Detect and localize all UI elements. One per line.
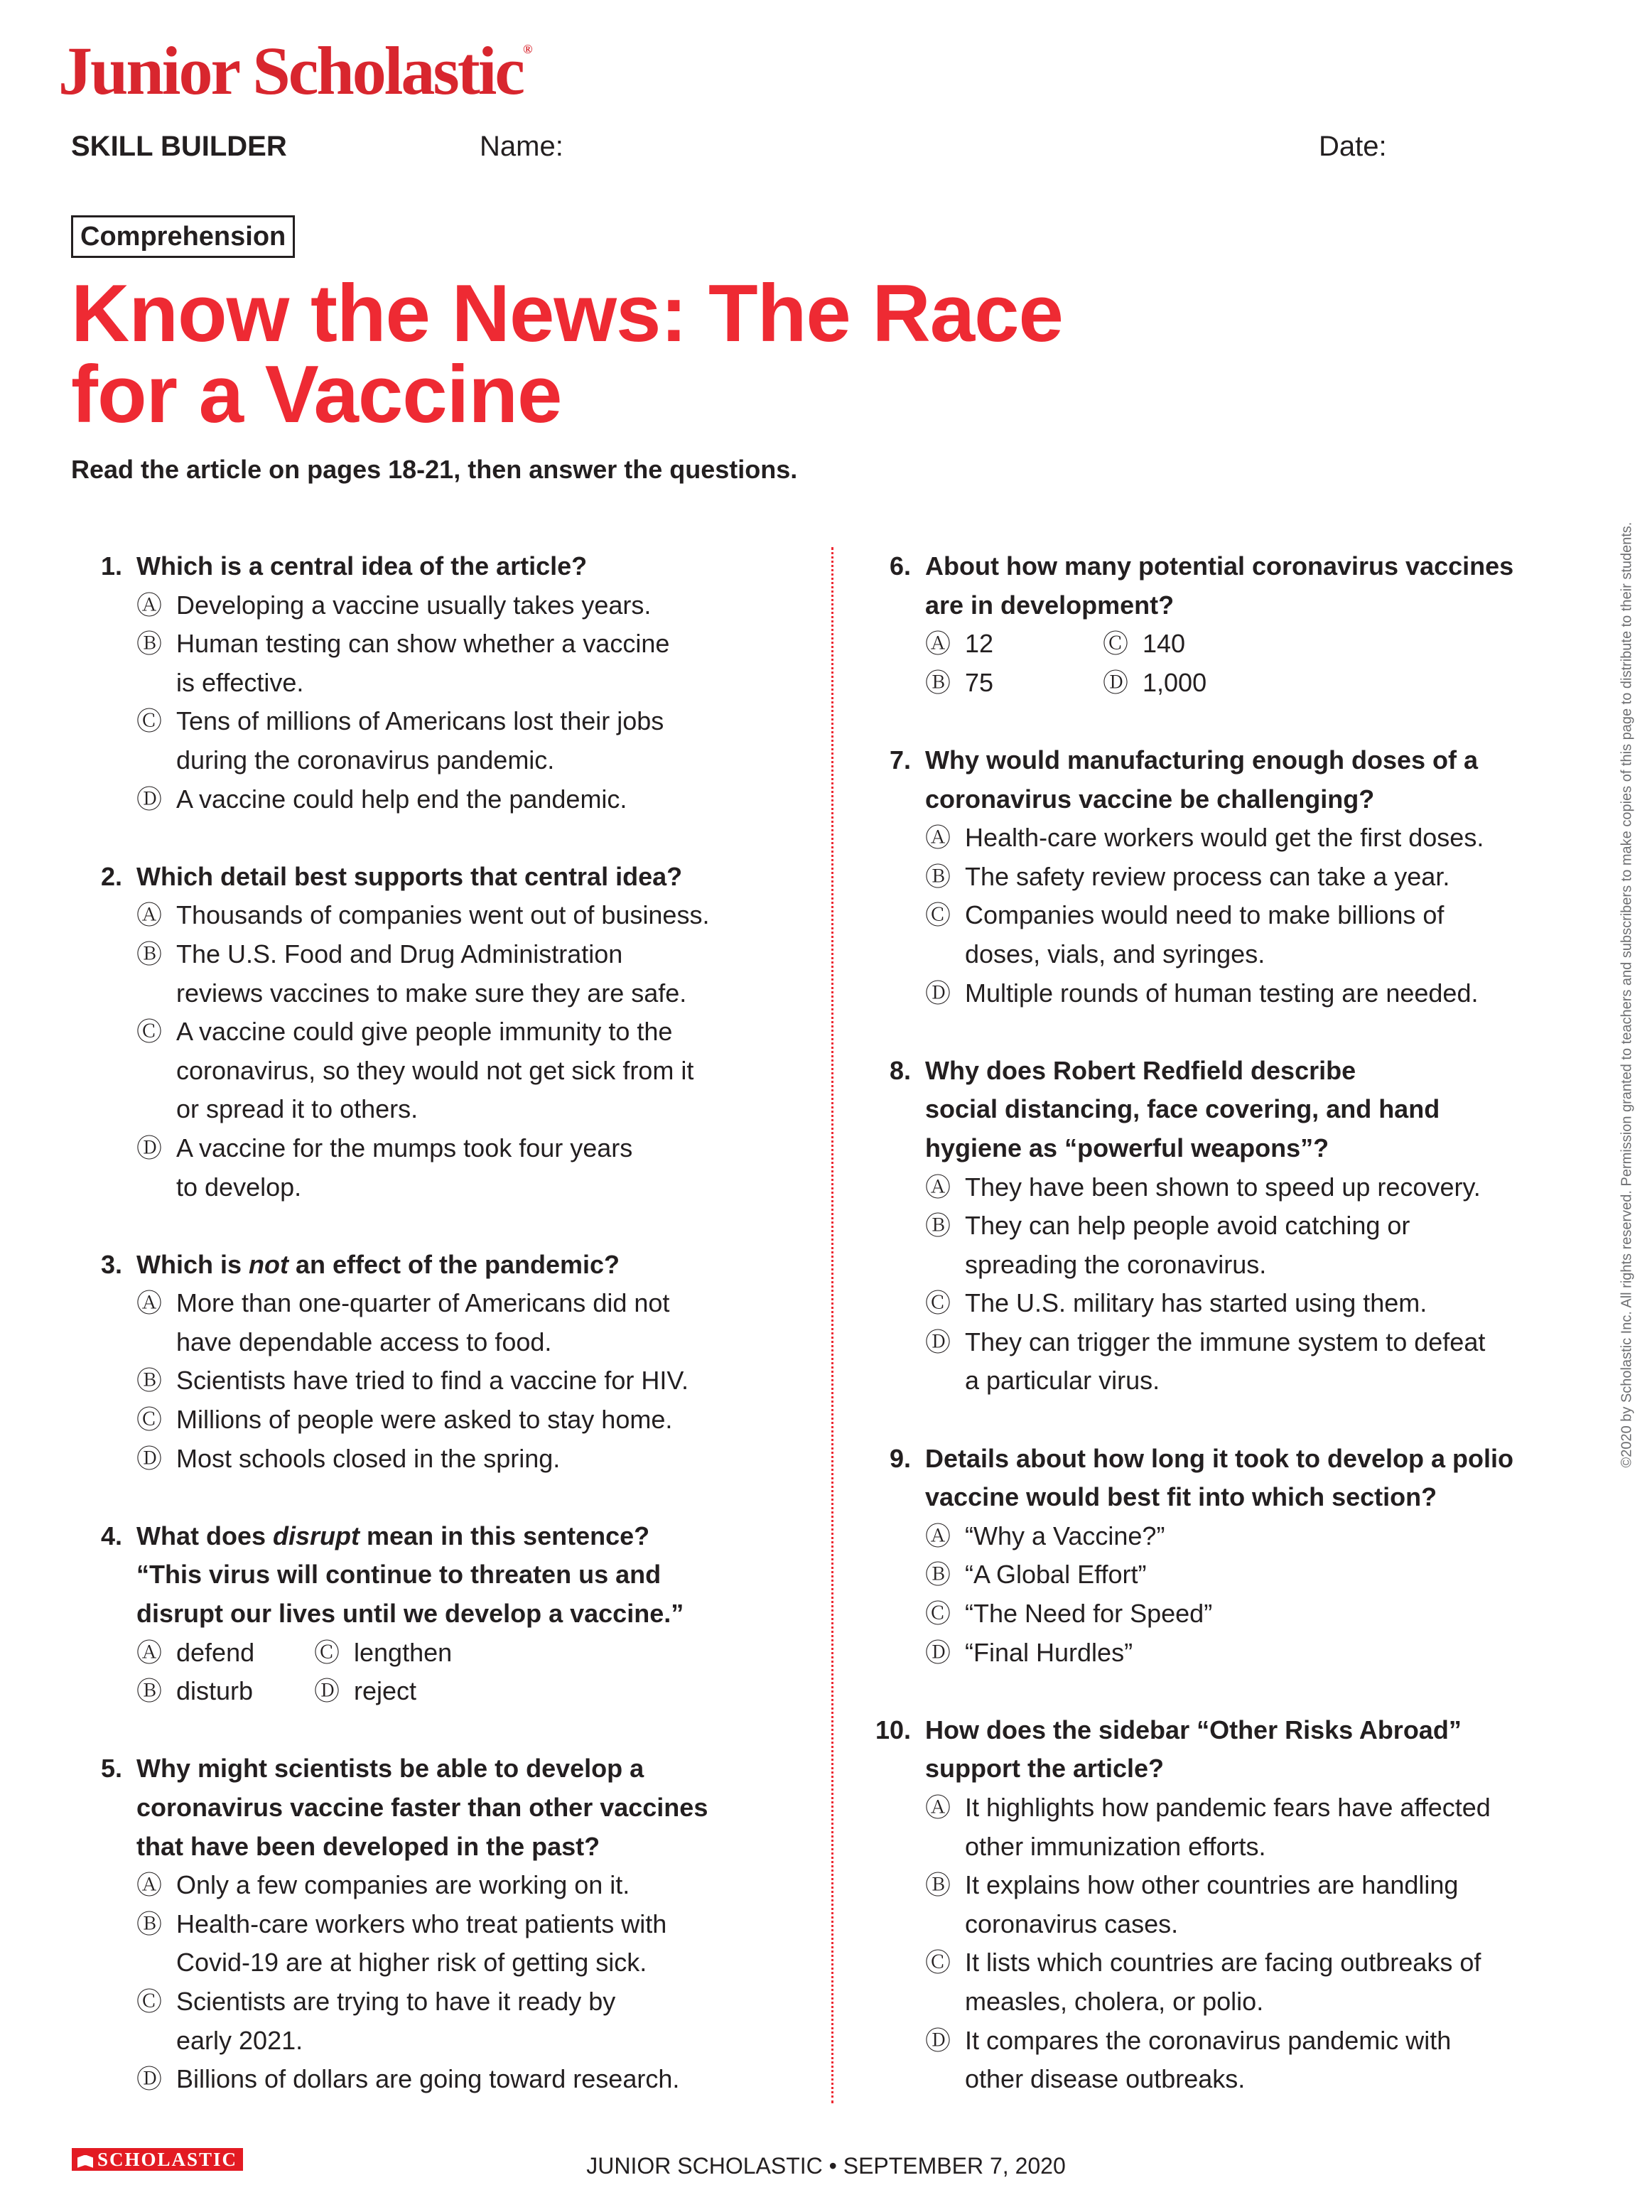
masthead-logo <box>58 33 531 109</box>
question-8 <box>854 1052 1593 1401</box>
question-number: 3. <box>100 1249 122 1279</box>
option-text: A vaccine could give people immunity to the coronavirus, so they would not get sick from it or spread it to others. <box>176 1017 694 1124</box>
option-letter-a: Ⓐ <box>136 900 163 930</box>
option-d[interactable] <box>65 2060 819 2099</box>
option-text: Human testing can show whether a vaccine is effective. <box>176 629 670 697</box>
option-letter-b: Ⓑ <box>925 667 951 697</box>
option-letter-b: Ⓑ <box>925 1560 951 1590</box>
option-letter-d: Ⓓ <box>925 1637 951 1667</box>
option-text: Thousands of companies went out of business. <box>176 900 710 930</box>
option-text: The U.S. Food and Drug Administration reviews vaccines to make sure they are safe. <box>176 939 687 1008</box>
option-grid <box>854 625 1593 702</box>
question-emphasis: disrupt <box>273 1521 360 1550</box>
option-letter-c: Ⓒ <box>1103 629 1129 659</box>
option-letter-c: Ⓒ <box>136 706 163 736</box>
option-text: Scientists have tried to find a vaccine for HIV. <box>176 1366 689 1396</box>
question-stem <box>854 1052 1593 1168</box>
option-c[interactable] <box>65 1013 819 1129</box>
question-text: Why might scientists be able to develop a coronavirus vaccine faster than other vaccines that have been developed in the past? <box>136 1754 708 1861</box>
option-a[interactable] <box>65 1866 819 1905</box>
date-label: Date: <box>1319 131 1387 162</box>
option-c[interactable] <box>854 1284 1593 1323</box>
option-d[interactable] <box>65 1129 819 1207</box>
option-text: A vaccine for the mumps took four years to develop. <box>176 1133 633 1202</box>
question-stem <box>854 1711 1593 1789</box>
option-text: The U.S. military has started using them. <box>965 1288 1427 1318</box>
option-d[interactable] <box>854 1634 1593 1673</box>
question-stem <box>854 547 1593 625</box>
question-text: Why does Robert Redfield describe social distancing, face covering, and hand hygiene as “powerful weapons”? <box>925 1055 1440 1162</box>
question-stem <box>65 1517 819 1634</box>
option-b[interactable] <box>854 858 1593 897</box>
option-text: “The Need for Speed” <box>965 1599 1213 1629</box>
option-letter-c: Ⓒ <box>925 1948 951 1978</box>
option-c[interactable] <box>65 1401 819 1440</box>
column-divider <box>831 547 833 2103</box>
option-b[interactable] <box>65 935 819 1013</box>
question-stem <box>65 858 819 897</box>
logo-text: SCHOLASTIC <box>97 2149 238 2170</box>
option-b[interactable] <box>854 1555 1593 1595</box>
option-letter-a: Ⓐ <box>925 1793 951 1822</box>
name-label: Name: <box>480 131 563 162</box>
option-letter-a: Ⓐ <box>136 1637 163 1667</box>
option-c[interactable] <box>854 1943 1593 2021</box>
question-quote: “This virus will continue to threaten us and disrupt our lives until we develop a vaccine.” <box>136 1560 684 1629</box>
question-number: 9. <box>889 1443 911 1473</box>
masthead-text: Junior Scholastic <box>58 33 523 109</box>
right-column <box>854 547 1593 2137</box>
option-letter-d: Ⓓ <box>925 2025 951 2055</box>
footer-issue-line: JUNIOR SCHOLASTIC • SEPTEMBER 7, 2020 <box>586 2153 1066 2179</box>
instructions: Read the article on pages 18-21, then answer the questions. <box>71 455 798 484</box>
option-text: Billions of dollars are going toward research. <box>176 2064 680 2094</box>
option-text: 1,000 <box>1143 667 1207 697</box>
question-5 <box>65 1749 819 2098</box>
option-letter-a: Ⓐ <box>136 590 163 620</box>
question-text: What does <box>136 1521 274 1550</box>
question-text: Details about how long it took to develop a polio vaccine would best fit into which section? <box>925 1443 1513 1512</box>
option-text: 12 <box>965 629 994 659</box>
option-letter-a: Ⓐ <box>925 823 951 853</box>
option-letter-d: Ⓓ <box>925 1327 951 1356</box>
option-letter-c: Ⓒ <box>925 1599 951 1629</box>
option-text: lengthen <box>354 1637 453 1667</box>
question-number: 4. <box>100 1521 122 1550</box>
question-6 <box>854 547 1593 702</box>
option-letter-b: Ⓑ <box>925 861 951 891</box>
question-stem <box>65 547 819 586</box>
option-d[interactable] <box>314 1672 819 1711</box>
option-text: “A Global Effort” <box>965 1560 1147 1590</box>
option-a[interactable] <box>65 896 819 935</box>
option-c[interactable] <box>854 896 1593 973</box>
option-a[interactable] <box>65 1634 314 1673</box>
question-stem <box>854 741 1593 819</box>
option-text: It highlights how pandemic fears have affected other immunization efforts. <box>965 1793 1491 1861</box>
option-text: Only a few companies are working on it. <box>176 1870 630 1900</box>
option-b[interactable] <box>65 625 819 702</box>
option-a[interactable] <box>854 819 1593 858</box>
option-letter-d: Ⓓ <box>136 1443 163 1473</box>
option-text: It explains how other countries are handling coronavirus cases. <box>965 1870 1459 1938</box>
option-letter-d: Ⓓ <box>925 978 951 1008</box>
option-c[interactable] <box>314 1634 819 1673</box>
option-text: Multiple rounds of human testing are needed. <box>965 978 1479 1008</box>
option-text: They have been shown to speed up recovery. <box>965 1172 1481 1202</box>
option-a[interactable] <box>854 1789 1593 1866</box>
question-number: 6. <box>889 551 911 581</box>
question-4 <box>65 1517 819 1711</box>
option-b[interactable] <box>854 1866 1593 1943</box>
option-b[interactable] <box>65 1905 819 1982</box>
option-text: A vaccine could help end the pandemic. <box>176 784 627 814</box>
option-grid <box>65 1634 819 1711</box>
question-3 <box>65 1246 819 1479</box>
option-letter-a: Ⓐ <box>136 1288 163 1318</box>
option-letter-a: Ⓐ <box>136 1870 163 1900</box>
option-d[interactable] <box>854 2022 1593 2099</box>
option-letter-c: Ⓒ <box>136 1986 163 2016</box>
option-text: “Final Hurdles” <box>965 1637 1133 1667</box>
option-text: Developing a vaccine usually takes years. <box>176 590 652 620</box>
option-text: Tens of millions of Americans lost their jobs during the coronavirus pandemic. <box>176 706 664 775</box>
option-text: The safety review process can take a year. <box>965 861 1450 891</box>
option-text: 140 <box>1143 629 1186 659</box>
option-a[interactable] <box>65 1284 819 1361</box>
option-text: It compares the coronavirus pandemic with other disease outbreaks. <box>965 2025 1452 2094</box>
page-title <box>71 269 1279 440</box>
question-number: 5. <box>100 1754 122 1784</box>
question-number: 2. <box>100 861 122 891</box>
question-stem <box>65 1246 819 1285</box>
option-text: 75 <box>965 667 994 697</box>
option-letter-b: Ⓑ <box>136 939 163 969</box>
question-text: How does the sidebar “Other Risks Abroad” support the article? <box>925 1715 1462 1784</box>
left-column <box>65 547 819 2137</box>
option-text: Scientists are trying to have it ready by early 2021. <box>176 1986 616 2055</box>
option-b[interactable] <box>65 1361 819 1401</box>
option-text: Millions of people were asked to stay home. <box>176 1405 673 1435</box>
option-letter-d: Ⓓ <box>136 2064 163 2094</box>
question-text: mean in this sentence? <box>360 1521 650 1550</box>
option-letter-b: Ⓑ <box>136 1676 163 1706</box>
option-text: Companies would need to make billions of doses, vials, and syringes. <box>965 900 1445 969</box>
question-text: Why would manufacturing enough doses of a coronavirus vaccine be challenging? <box>925 745 1479 814</box>
registered-mark: ® <box>523 42 531 56</box>
option-letter-b: Ⓑ <box>136 629 163 659</box>
option-text: They can trigger the immune system to defeat a particular virus. <box>965 1327 1486 1396</box>
option-b[interactable] <box>65 1672 314 1711</box>
title-line-1: Know the News: The Race <box>71 269 1063 359</box>
option-a[interactable] <box>854 1168 1593 1207</box>
option-c[interactable] <box>65 1982 819 2060</box>
option-text: disturb <box>176 1676 254 1706</box>
option-text: Health-care workers would get the first doses. <box>965 823 1484 853</box>
option-d[interactable] <box>1103 664 1593 703</box>
option-a[interactable] <box>854 625 1103 664</box>
option-text: Most schools closed in the spring. <box>176 1443 561 1473</box>
question-2 <box>65 858 819 1207</box>
option-text: It lists which countries are facing outbreaks of measles, cholera, or polio. <box>965 1948 1481 2016</box>
option-letter-c: Ⓒ <box>136 1017 163 1047</box>
option-letter-c: Ⓒ <box>314 1637 340 1667</box>
option-letter-d: Ⓓ <box>1103 667 1129 697</box>
option-text: “Why a Vaccine?” <box>965 1521 1165 1550</box>
section-tag: Comprehension <box>71 215 295 258</box>
option-a[interactable] <box>854 1517 1593 1556</box>
copyright-text: ©2020 by Scholastic Inc. All rights reserved. Permission granted to teachers and subscribers to make copies of this page to distribute to their students. <box>1619 522 1635 1468</box>
option-d[interactable] <box>65 780 819 819</box>
option-letter-b: Ⓑ <box>925 1870 951 1900</box>
option-letter-c: Ⓒ <box>925 900 951 930</box>
question-text: Which is <box>136 1249 249 1279</box>
title-line-2: for a Vaccine <box>71 350 562 440</box>
skill-builder-label: SKILL BUILDER <box>71 131 287 162</box>
question-number: 8. <box>889 1055 911 1085</box>
option-text: More than one-quarter of Americans did not have dependable access to food. <box>176 1288 670 1356</box>
option-letter-a: Ⓐ <box>925 629 951 659</box>
option-d[interactable] <box>854 1323 1593 1401</box>
question-number: 7. <box>889 745 911 775</box>
option-text: Health-care workers who treat patients with Covid-19 are at higher risk of getting sick. <box>176 1909 667 1978</box>
option-letter-a: Ⓐ <box>925 1521 951 1550</box>
question-9 <box>854 1440 1593 1673</box>
option-a[interactable] <box>65 586 819 625</box>
question-7 <box>854 741 1593 1013</box>
option-letter-d: Ⓓ <box>136 784 163 814</box>
option-c[interactable] <box>65 702 819 779</box>
option-text: reject <box>354 1676 417 1706</box>
option-letter-c: Ⓒ <box>136 1405 163 1435</box>
option-letter-d: Ⓓ <box>314 1676 340 1706</box>
question-text: Which detail best supports that central idea? <box>136 861 683 891</box>
option-text: They can help people avoid catching or spreading the coronavirus. <box>965 1211 1410 1279</box>
option-letter-b: Ⓑ <box>136 1909 163 1938</box>
question-number: 10. <box>875 1715 911 1744</box>
option-c[interactable] <box>1103 625 1593 664</box>
question-text: About how many potential coronavirus vaccines are in development? <box>925 551 1514 620</box>
option-letter-d: Ⓓ <box>136 1133 163 1162</box>
question-number: 1. <box>100 551 122 581</box>
question-stem <box>65 1749 819 1866</box>
question-emphasis: not <box>249 1249 288 1279</box>
option-letter-a: Ⓐ <box>925 1172 951 1202</box>
option-letter-b: Ⓑ <box>925 1211 951 1241</box>
option-d[interactable] <box>854 974 1593 1013</box>
option-b[interactable] <box>854 664 1103 703</box>
option-c[interactable] <box>854 1595 1593 1634</box>
option-b[interactable] <box>854 1207 1593 1284</box>
question-text: an effect of the pandemic? <box>288 1249 620 1279</box>
question-text: Which is a central idea of the article? <box>136 551 588 581</box>
option-d[interactable] <box>65 1440 819 1479</box>
option-letter-c: Ⓒ <box>925 1288 951 1318</box>
option-text: defend <box>176 1637 255 1667</box>
option-letter-b: Ⓑ <box>136 1366 163 1396</box>
question-1 <box>65 547 819 819</box>
question-10 <box>854 1711 1593 2099</box>
question-stem <box>854 1440 1593 1517</box>
